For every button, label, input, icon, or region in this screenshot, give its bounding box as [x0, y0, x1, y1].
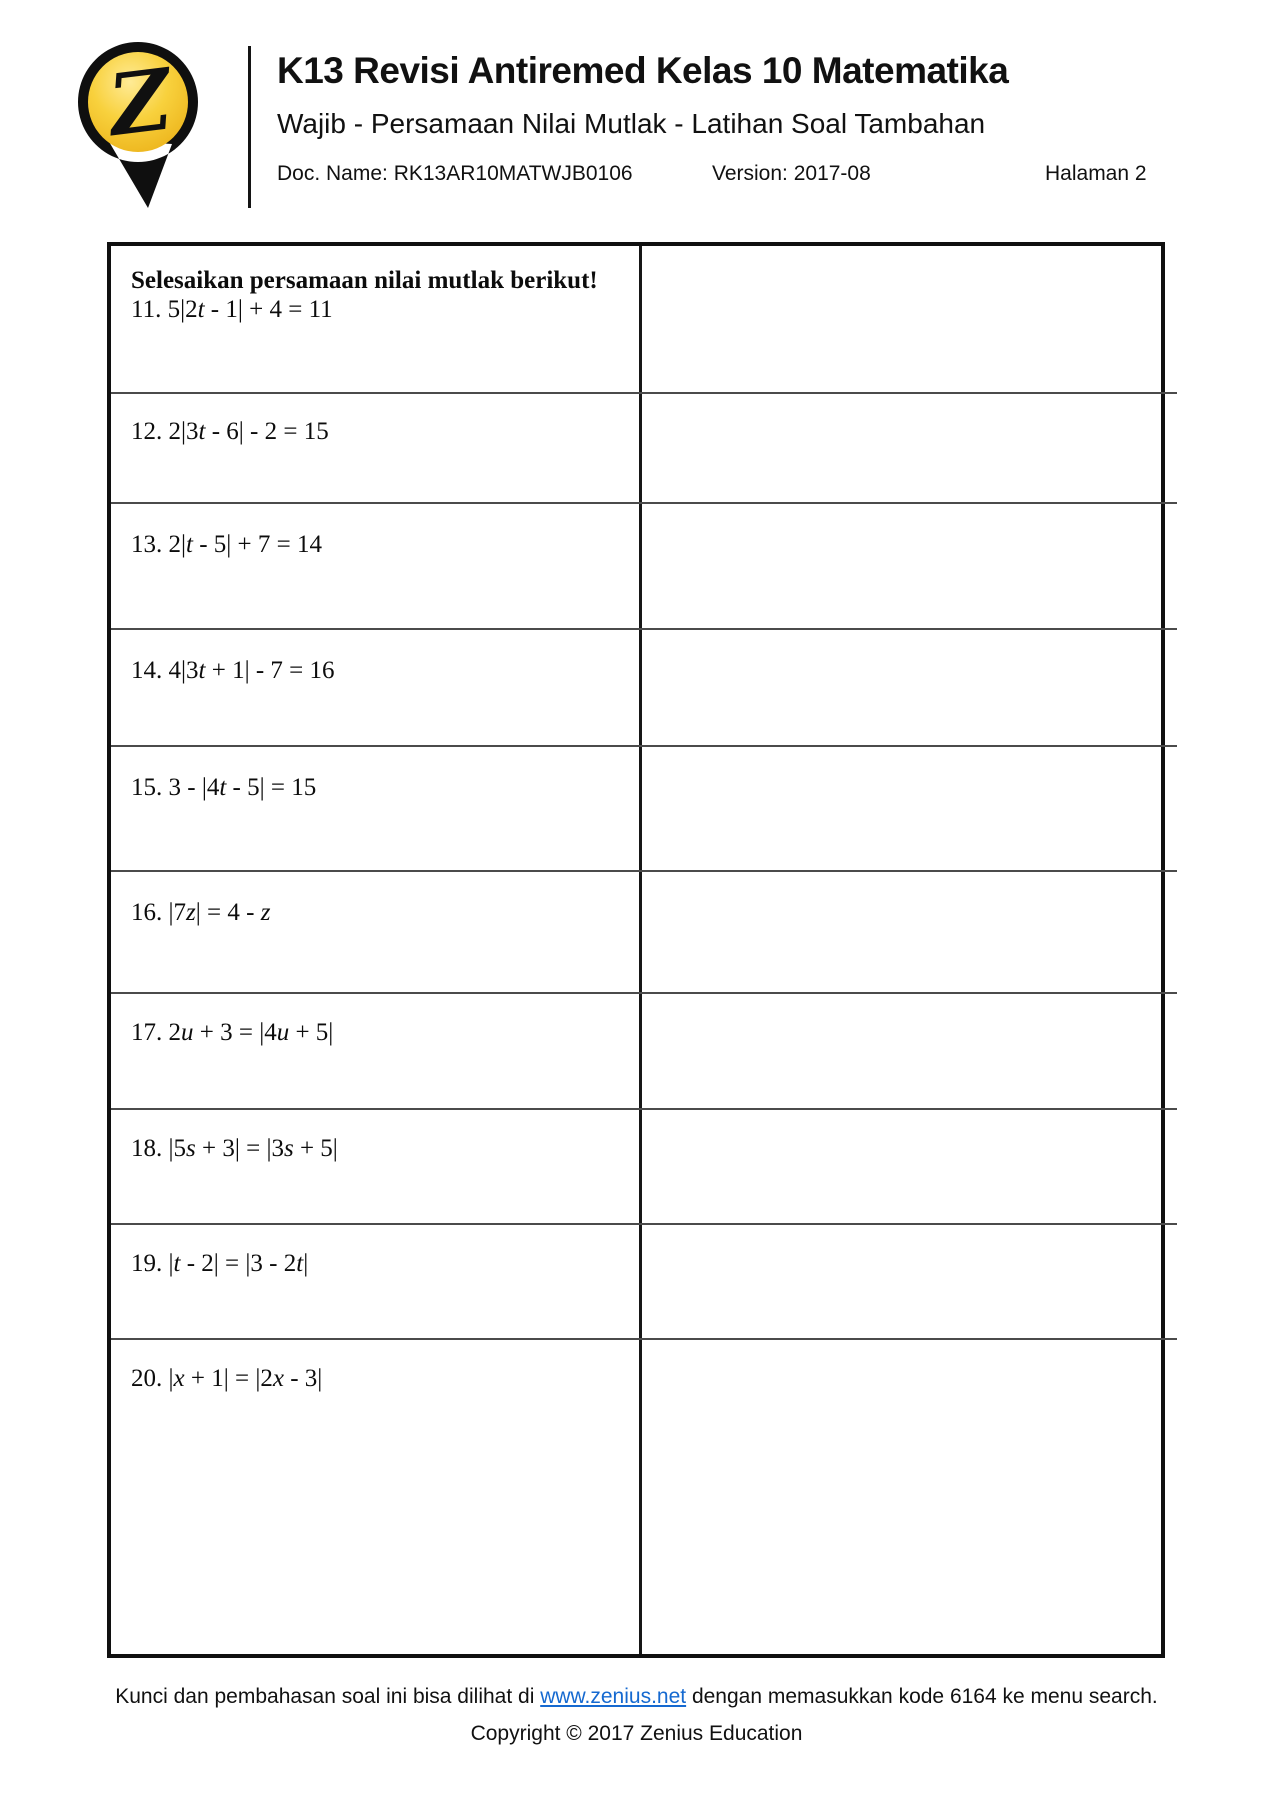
header-separator-bar	[248, 46, 251, 208]
problem-14	[131, 656, 335, 685]
problem-18	[131, 1134, 338, 1163]
math-text: + 5|	[293, 1135, 338, 1162]
math-text: |7	[168, 899, 187, 926]
problem-20	[131, 1364, 322, 1393]
zenius-link[interactable]: www.zenius.net	[540, 1685, 687, 1708]
problem-19	[131, 1249, 308, 1278]
math-text: - 6| - 2 = 15	[205, 418, 329, 445]
math-text: - 1| + 4 = 11	[204, 296, 333, 323]
math-text: + 3| = |3	[195, 1135, 284, 1162]
answer-cell	[642, 1108, 1161, 1223]
math-text: - 3|	[283, 1365, 323, 1392]
footer-note-after: dengan memasukkan kode 6164 ke menu search.	[686, 1685, 1158, 1708]
math-variable: t	[173, 1250, 181, 1277]
problem-formula: 15. 3 - |4t - 5| = 15	[131, 774, 317, 801]
page-title: K13 Revisi Antiremed Kelas 10 Matematika	[277, 50, 1009, 91]
problem-formula: 16. |7z| = 4 - z	[131, 899, 271, 926]
problem-formula: 17. 2u + 3 = |4u + 5|	[131, 1019, 334, 1046]
answer-cell	[642, 870, 1161, 992]
math-variable: x	[272, 1365, 284, 1392]
math-variable: s	[283, 1135, 294, 1162]
problem-formula: 11. 5|2t - 1| + 4 = 11	[131, 296, 333, 323]
copyright-line: Copyright © 2017 Zenius Education	[470, 1722, 803, 1745]
answer-cell	[642, 502, 1161, 628]
instruction-text: Selesaikan persamaan nilai mutlak berikut!	[131, 267, 598, 294]
math-text: 2|	[168, 531, 187, 558]
zenius-logo	[76, 38, 200, 212]
problem-11	[131, 266, 598, 324]
answer-cell	[642, 246, 1161, 392]
problem-15	[131, 773, 316, 802]
math-text: |5	[168, 1135, 187, 1162]
math-text: 4|3	[168, 657, 199, 684]
page-subtitle: Wajib - Persamaan Nilai Mutlak - Latihan Soal Tambahan	[277, 108, 986, 139]
math-variable: t	[197, 296, 205, 323]
math-text: 2	[168, 1019, 181, 1046]
problem-formula: 13. 2|t - 5| + 7 = 14	[131, 531, 322, 558]
math-variable: t	[198, 657, 206, 684]
answer-cell	[642, 1223, 1161, 1338]
math-text: 2|3	[168, 418, 199, 445]
answer-cell	[642, 1338, 1161, 1654]
math-variable: s	[186, 1135, 196, 1162]
math-text: + 1| = |2	[184, 1365, 273, 1392]
worksheet-table	[107, 242, 1165, 1658]
math-variable: t	[219, 774, 227, 801]
math-variable: z	[260, 899, 271, 926]
math-variable: x	[173, 1365, 185, 1392]
problem-16	[131, 898, 270, 927]
problem-formula: 20. |x + 1| = |2x - 3|	[131, 1365, 323, 1392]
math-variable: z	[186, 899, 196, 926]
math-variable: u	[181, 1019, 194, 1046]
problem-formula: 18. |5s + 3| = |3s + 5|	[131, 1135, 338, 1162]
math-text: |	[168, 1250, 174, 1277]
math-text: + 1| - 7 = 16	[205, 657, 335, 684]
math-text: |	[303, 1250, 309, 1277]
answer-cell	[642, 745, 1161, 870]
math-text: 5|2	[167, 296, 198, 323]
footer-note-before: Kunci dan pembahasan soal ini bisa dilihat di	[115, 1685, 541, 1708]
math-text: - 2| = |3 - 2	[180, 1250, 297, 1277]
problem-12	[131, 417, 329, 446]
problem-13	[131, 530, 322, 559]
math-text: - 5| = 15	[226, 774, 317, 801]
answer-cell	[642, 392, 1161, 502]
problem-formula: 12. 2|3t - 6| - 2 = 15	[131, 418, 329, 445]
answer-cell	[642, 628, 1161, 745]
math-text: |	[168, 1365, 174, 1392]
math-text: - 5| + 7 = 14	[192, 531, 322, 558]
doc-name: Doc. Name: RK13AR10MATWJB0106	[277, 162, 633, 185]
math-text: 3 - |4	[168, 774, 220, 801]
doc-version: Version: 2017-08	[712, 162, 871, 185]
math-variable: t	[186, 531, 193, 558]
page-number: Halaman 2	[1045, 162, 1147, 185]
answer-cell	[642, 992, 1161, 1108]
problem-formula: 14. 4|3t + 1| - 7 = 16	[131, 657, 335, 684]
math-text: | = 4 -	[195, 899, 261, 926]
math-text: + 3 = |4	[193, 1019, 277, 1046]
problem-17	[131, 1018, 333, 1047]
math-variable: u	[276, 1019, 290, 1046]
math-text: + 5|	[289, 1019, 334, 1046]
math-variable: t	[198, 418, 206, 445]
logo-letter: Z	[103, 49, 177, 156]
problem-formula: 19. |t - 2| = |3 - 2t|	[131, 1250, 309, 1277]
footer-note	[0, 1684, 1273, 1710]
math-variable: t	[296, 1250, 304, 1277]
